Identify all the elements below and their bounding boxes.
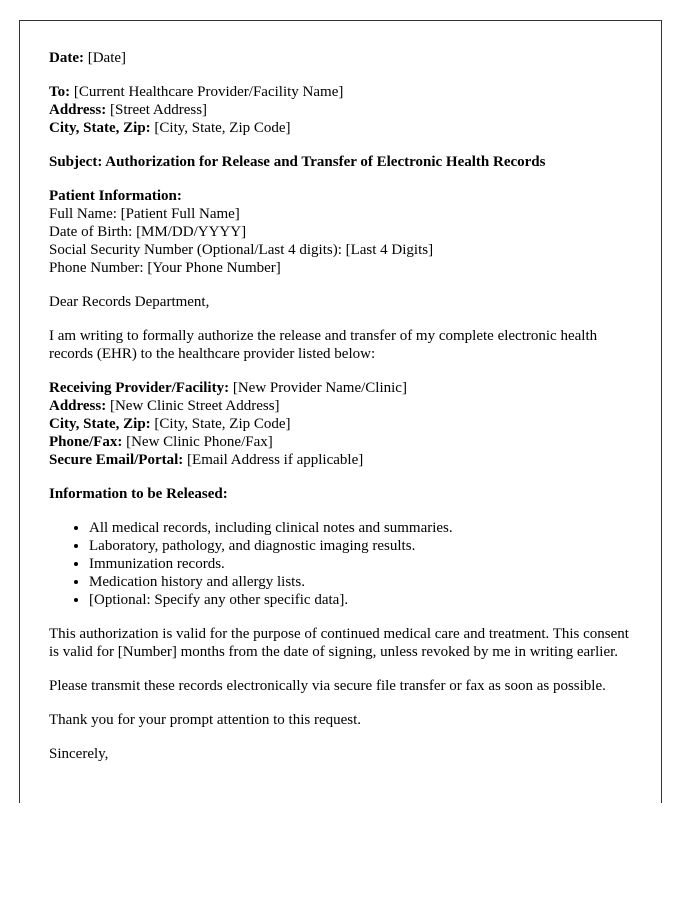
list-item: • [Optional: Specify any other specific data]. (89, 591, 631, 609)
list-item: • Medication history and allergy lists. (89, 573, 631, 591)
salutation: Dear Records Department, (49, 294, 210, 310)
list-item: • Laboratory, pathology, and diagnostic imaging results. (89, 537, 631, 555)
letter-page (19, 20, 662, 803)
validity-paragraph: This authorization is valid for the purpose of continued medical care and treatment. This consent is valid for [Number] months from the date of signing, unless revoked by me in writing earlier. (49, 626, 629, 660)
intro-paragraph: I am writing to formally authorize the release and transfer of my complete electronic health records (EHR) to the healthcare provider listed below: (49, 328, 598, 362)
receiving-provider-block: Receiving Provider/Facility: [New Provider Name/Clinic] Address: [New Clinic Street Address] City, State, Zip: [City, State, Zip Code] Phone/Fax: [New Clinic Phone/Fax] Secure Email/Portal: [Email Address if applicable] (49, 380, 407, 468)
list-item: • Immunization records. (89, 555, 631, 573)
recipient-block: To: [Current Healthcare Provider/Facility Name] Address: [Street Address] City, State, Zip: [City, State, Zip Code] (49, 84, 344, 136)
transmit-paragraph: Please transmit these records electronically via secure file transfer or fax as soon as possible. (49, 678, 606, 694)
closing: Sincerely, (49, 746, 109, 762)
info-list (49, 519, 631, 609)
list-item: • All medical records, including clinical notes and summaries. (89, 519, 631, 537)
info-heading: Information to be Released: (49, 486, 228, 502)
thanks-paragraph: Thank you for your prompt attention to this request. (49, 712, 362, 728)
subject-line: Subject: Authorization for Release and Transfer of Electronic Health Records (49, 154, 546, 170)
date-line: Date: [Date] (49, 50, 127, 66)
patient-info: Patient Information: Full Name: [Patient Full Name] Date of Birth: [MM/DD/YYYY] Social Security Number (Optional/Last 4 digits): [Last 4 Digits] Phone Number: [Your Phone Number] (49, 188, 434, 276)
